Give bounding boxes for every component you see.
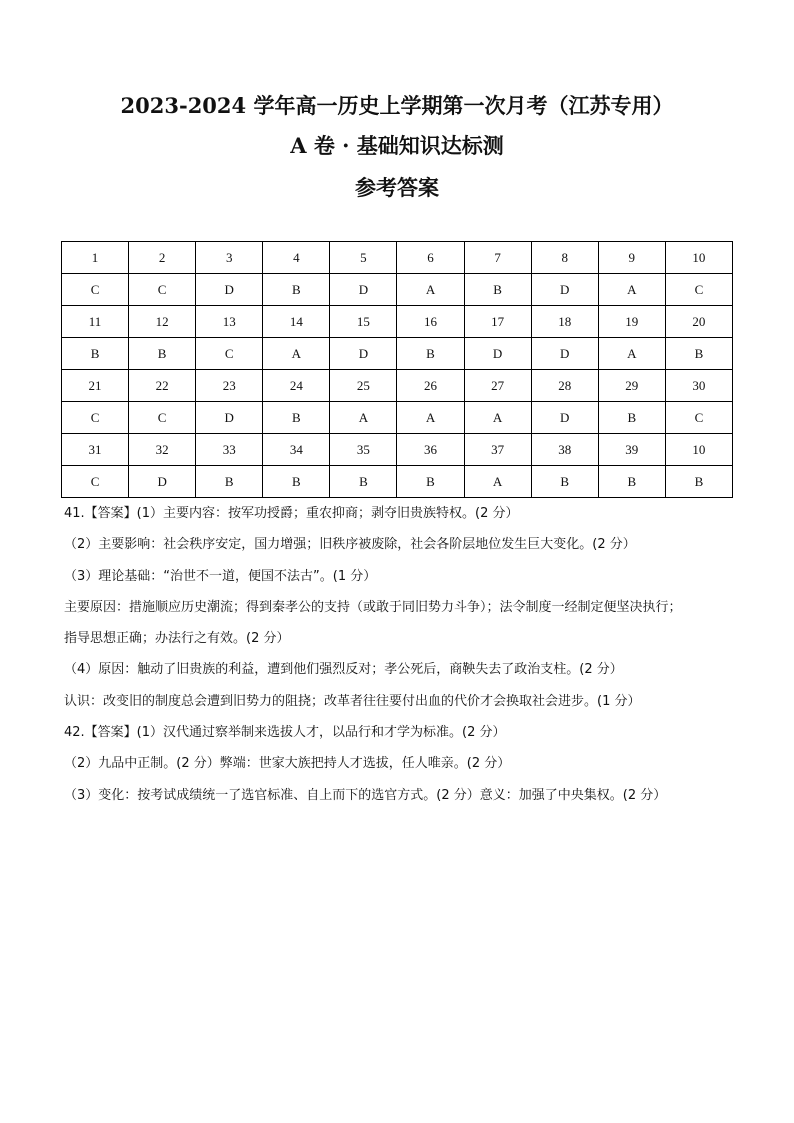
answer-cell: A: [397, 274, 464, 306]
answer-cell: B: [263, 274, 330, 306]
answer-cell: B: [665, 338, 732, 370]
question-number-cell: 23: [196, 370, 263, 402]
answer-cell: B: [263, 466, 330, 498]
document-subtitle: A 卷 · 基础知识达标测: [290, 133, 504, 158]
table-row: [62, 370, 733, 402]
answer-cell: C: [665, 274, 732, 306]
question-number-cell: 26: [397, 370, 464, 402]
answer-cell: B: [665, 466, 732, 498]
question-number-cell: 36: [397, 434, 464, 466]
question-number-cell: 34: [263, 434, 330, 466]
answer-cell: A: [464, 402, 531, 434]
question-number-cell: 12: [129, 306, 196, 338]
answer-cell: B: [196, 466, 263, 498]
question-number-cell: 17: [464, 306, 531, 338]
answer-cell: C: [196, 338, 263, 370]
question-number-cell: 11: [62, 306, 129, 338]
answer-cell: D: [531, 402, 598, 434]
table-row: [62, 274, 733, 306]
answer-table: [61, 241, 733, 498]
answer-cell: A: [598, 338, 665, 370]
answer-cell: D: [531, 274, 598, 306]
question-number-cell: 14: [263, 306, 330, 338]
answer-cell: D: [330, 274, 397, 306]
document-title: 2023-2024 学年高一历史上学期第一次月考（江苏专用）: [120, 93, 674, 118]
question-number-cell: 15: [330, 306, 397, 338]
answer-line: （2）主要影响：社会秩序安定，国力增强；旧秩序被废除，社会各阶层地位发生巨大变化。(2 分）: [64, 537, 636, 553]
answer-cell: C: [62, 274, 129, 306]
question-number-cell: 39: [598, 434, 665, 466]
question-number-cell: 2: [129, 242, 196, 274]
question-number-cell: 28: [531, 370, 598, 402]
question-number-cell: 1: [62, 242, 129, 274]
answer-cell: C: [62, 402, 129, 434]
question-number-cell: 10: [665, 434, 732, 466]
question-number-cell: 13: [196, 306, 263, 338]
answer-cell: B: [129, 338, 196, 370]
question-number-cell: 7: [464, 242, 531, 274]
answer-cell: B: [330, 466, 397, 498]
answer-cell: C: [665, 402, 732, 434]
answer-line: （3）变化：按考试成绩统一了选官标准、自上而下的选官方式。(2 分）意义：加强了中央集权。(2 分）: [64, 787, 667, 803]
answer-cell: C: [129, 402, 196, 434]
answer-line: 认识：改变旧的制度总会遭到旧势力的阻挠；改革者往往要付出血的代价才会换取社会进步。(1 分）: [64, 693, 641, 709]
question-number-cell: 5: [330, 242, 397, 274]
answer-cell: A: [598, 274, 665, 306]
question-number-cell: 18: [531, 306, 598, 338]
question-number-cell: 27: [464, 370, 531, 402]
answer-line: （3）理论基础：“治世不一道，便国不法古”。(1 分）: [64, 568, 377, 584]
question-number-cell: 32: [129, 434, 196, 466]
question-number-cell: 20: [665, 306, 732, 338]
table-row: [62, 466, 733, 498]
answer-cell: D: [129, 466, 196, 498]
table-row: [62, 434, 733, 466]
question-number-cell: 37: [464, 434, 531, 466]
answer-cell: A: [263, 338, 330, 370]
question-number-cell: 25: [330, 370, 397, 402]
question-number-cell: 33: [196, 434, 263, 466]
answer-cell: C: [129, 274, 196, 306]
answer-cell: D: [531, 338, 598, 370]
answer-cell: A: [330, 402, 397, 434]
answer-cell: C: [62, 466, 129, 498]
answer-line: 41.【答案】(1）主要内容：按军功授爵；重农抑商；剥夺旧贵族特权。(2 分）: [64, 506, 519, 521]
answer-cell: B: [464, 274, 531, 306]
question-number-cell: 24: [263, 370, 330, 402]
question-number-cell: 38: [531, 434, 598, 466]
question-number-cell: 19: [598, 306, 665, 338]
question-number-cell: 30: [665, 370, 732, 402]
answer-cell: D: [464, 338, 531, 370]
answer-line: 主要原因：措施顺应历史潮流；得到秦孝公的支持（或敢于同旧势力斗争）；法令制度一经制定便坚决执行；: [64, 599, 682, 615]
table-row: [62, 306, 733, 338]
answer-cell: B: [598, 466, 665, 498]
answer-explanations: [64, 498, 744, 811]
answer-line: （4）原因：触动了旧贵族的利益，遭到他们强烈反对；孝公死后，商鞅失去了政治支柱。(2 分）: [64, 662, 623, 678]
answer-cell: A: [464, 466, 531, 498]
question-number-cell: 31: [62, 434, 129, 466]
table-row: [62, 338, 733, 370]
answer-cell: B: [598, 402, 665, 434]
question-number-cell: 35: [330, 434, 397, 466]
answer-cell: B: [397, 338, 464, 370]
answer-cell: B: [397, 466, 464, 498]
answer-line: 指导思想正确；办法行之有效。(2 分）: [64, 631, 290, 647]
answer-line: 42.【答案】(1）汉代通过察举制来选拔人才，以品行和才学为标准。(2 分）: [64, 725, 506, 741]
question-number-cell: 21: [62, 370, 129, 402]
question-number-cell: 16: [397, 306, 464, 338]
answer-cell: D: [330, 338, 397, 370]
question-number-cell: 22: [129, 370, 196, 402]
section-title: 参考答案: [355, 175, 439, 200]
answer-cell: B: [62, 338, 129, 370]
question-number-cell: 29: [598, 370, 665, 402]
question-number-cell: 9: [598, 242, 665, 274]
question-number-cell: 8: [531, 242, 598, 274]
table-row: [62, 402, 733, 434]
question-number-cell: 6: [397, 242, 464, 274]
answer-cell: D: [196, 402, 263, 434]
answer-cell: D: [196, 274, 263, 306]
table-row: [62, 242, 733, 274]
question-number-cell: 3: [196, 242, 263, 274]
answer-cell: A: [397, 402, 464, 434]
answer-cell: B: [263, 402, 330, 434]
answer-cell: B: [531, 466, 598, 498]
question-number-cell: 10: [665, 242, 732, 274]
answer-line: （2）九品中正制。(2 分）弊端：世家大族把持人才选拔，任人唯亲。(2 分）: [64, 756, 511, 772]
question-number-cell: 4: [263, 242, 330, 274]
